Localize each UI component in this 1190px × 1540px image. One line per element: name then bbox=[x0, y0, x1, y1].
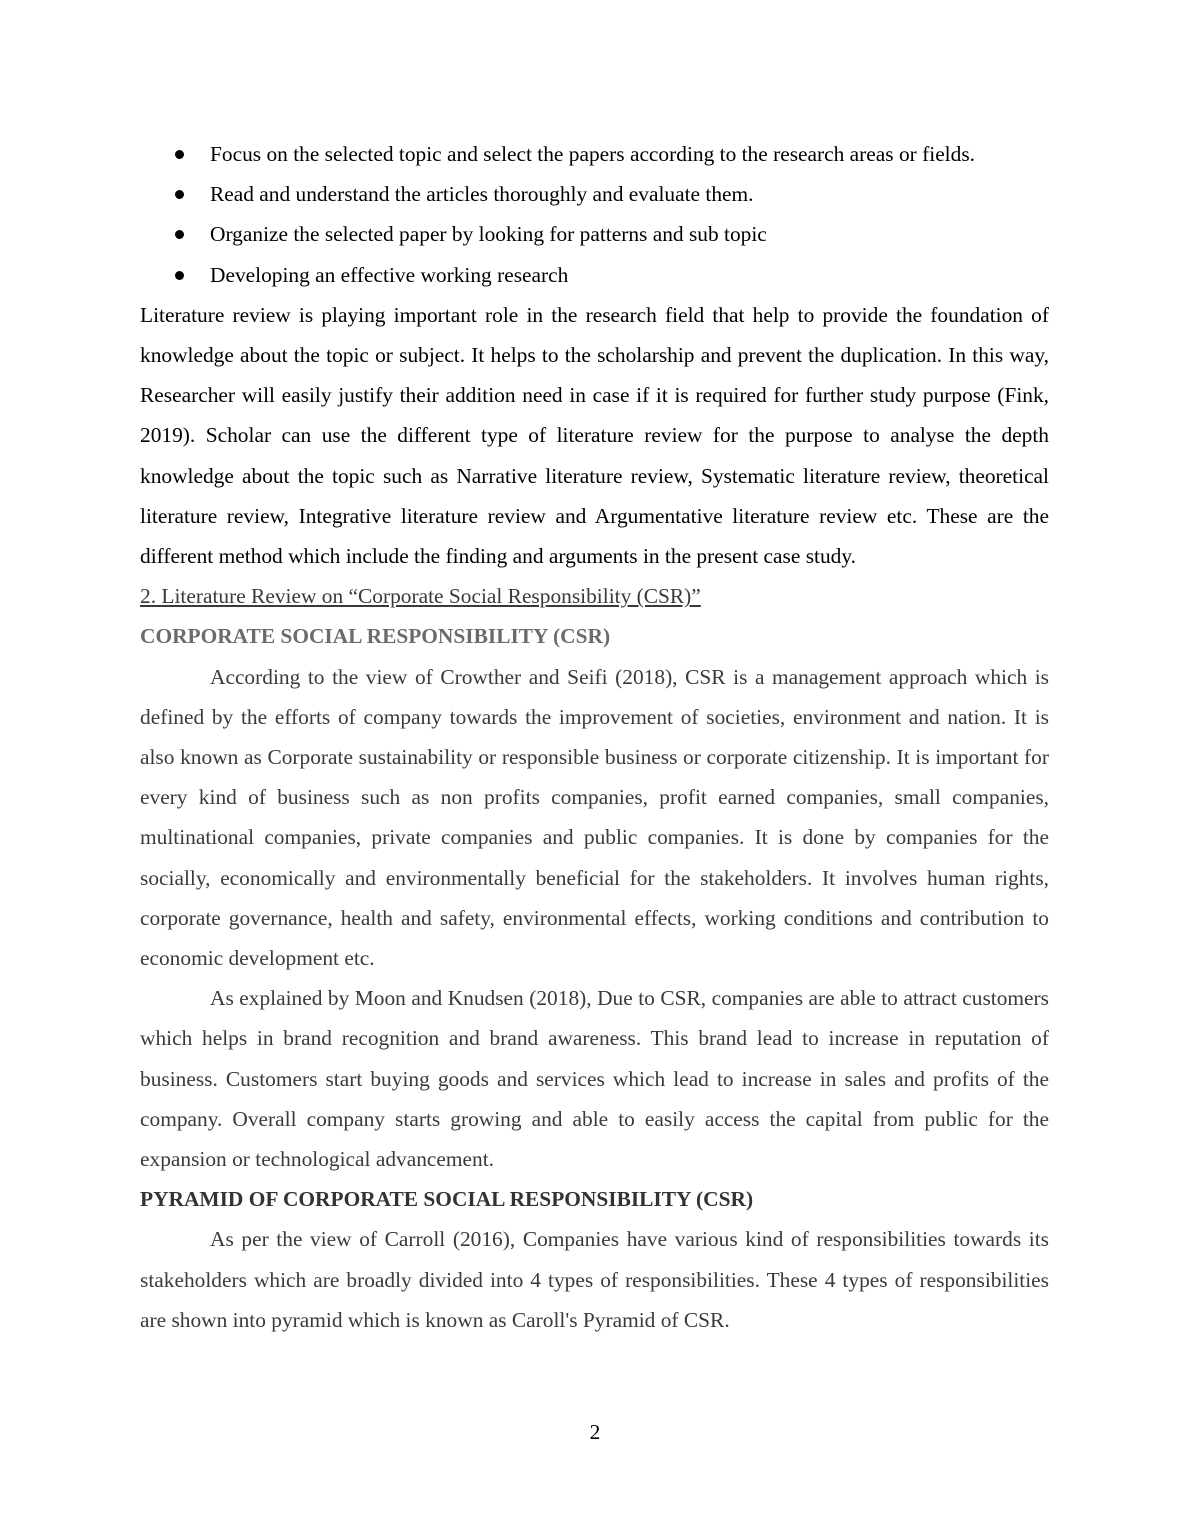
bullet-dot-icon bbox=[175, 230, 184, 239]
bullet-dot-icon bbox=[175, 150, 184, 159]
bullet-text: Read and understand the articles thoroughly and evaluate them. bbox=[210, 182, 754, 207]
bullet-dot-icon bbox=[175, 190, 184, 199]
bullet-text: Developing an effective working research bbox=[210, 262, 569, 287]
bullet-dot-icon bbox=[175, 271, 184, 280]
intro-paragraph: Literature review is playing important role in the research field that help to provide the foundation of knowledge about the topic or subject. It helps to the scholarship and prevent the duplication. In this way, Researcher will easily justify their addition need in case if it is required for further study purpose (Fink, 2019). Scholar can use the different type of literature review for the purpose to analyse the depth knowledge about the topic such as Narrative literature review, Systematic literature review, theoretical literature review, Integrative literature review and Argumentative literature review etc. These are the different method which include the finding and arguments in the present case study. bbox=[140, 302, 1049, 569]
bullet-text: Organize the selected paper by looking for patterns and sub topic bbox=[210, 222, 767, 247]
pyramid-heading: PYRAMID OF CORPORATE SOCIAL RESPONSIBILITY (CSR) bbox=[140, 1187, 754, 1212]
csr-heading: CORPORATE SOCIAL RESPONSIBILITY (CSR) bbox=[140, 624, 611, 649]
csr-paragraph-1: According to the view of Crowther and Seifi (2018), CSR is a management approach which is defined by the efforts of company towards the improvement of societies, environment and nation. It is also known as Corporate sustainability or responsible business or corporate citizenship. It is important for every kind of business such as non profits companies, profit earned companies, small companies, multinational companies, private companies and public companies. It is done by companies for the socially, economically and environmentally beneficial for the stakeholders. It involves human rights, corporate governance, health and safety, environmental effects, working conditions and contribution to economic development etc. bbox=[140, 664, 1049, 971]
bullet-item bbox=[140, 174, 1049, 214]
bullet-item bbox=[140, 214, 1049, 254]
bullet-text: Focus on the selected topic and select the papers according to the research areas or fields. bbox=[210, 142, 975, 166]
bullet-item bbox=[140, 134, 1049, 174]
page-number: 2 bbox=[589, 1420, 601, 1444]
bullet-list bbox=[140, 134, 1049, 295]
bullet-item bbox=[140, 255, 1049, 295]
section-title: 2. Literature Review on “Corporate Social Responsibility (CSR)” bbox=[140, 584, 701, 609]
pyramid-paragraph: As per the view of Carroll (2016), Companies have various kind of responsibilities towards its stakeholders which are broadly divided into 4 types of responsibilities. These 4 types of responsibilities are shown into pyramid which is known as Caroll's Pyramid of CSR. bbox=[140, 1227, 1049, 1332]
csr-paragraph-2: As explained by Moon and Knudsen (2018), Due to CSR, companies are able to attract customers which helps in brand recognition and brand awareness. This brand lead to increase in reputation of business. Customers start buying goods and services which lead to increase in sales and profits of the company. Overall company starts growing and able to easily access the capital from public for the expansion or technological advancement. bbox=[140, 986, 1049, 1172]
document-page bbox=[140, 134, 1049, 1340]
